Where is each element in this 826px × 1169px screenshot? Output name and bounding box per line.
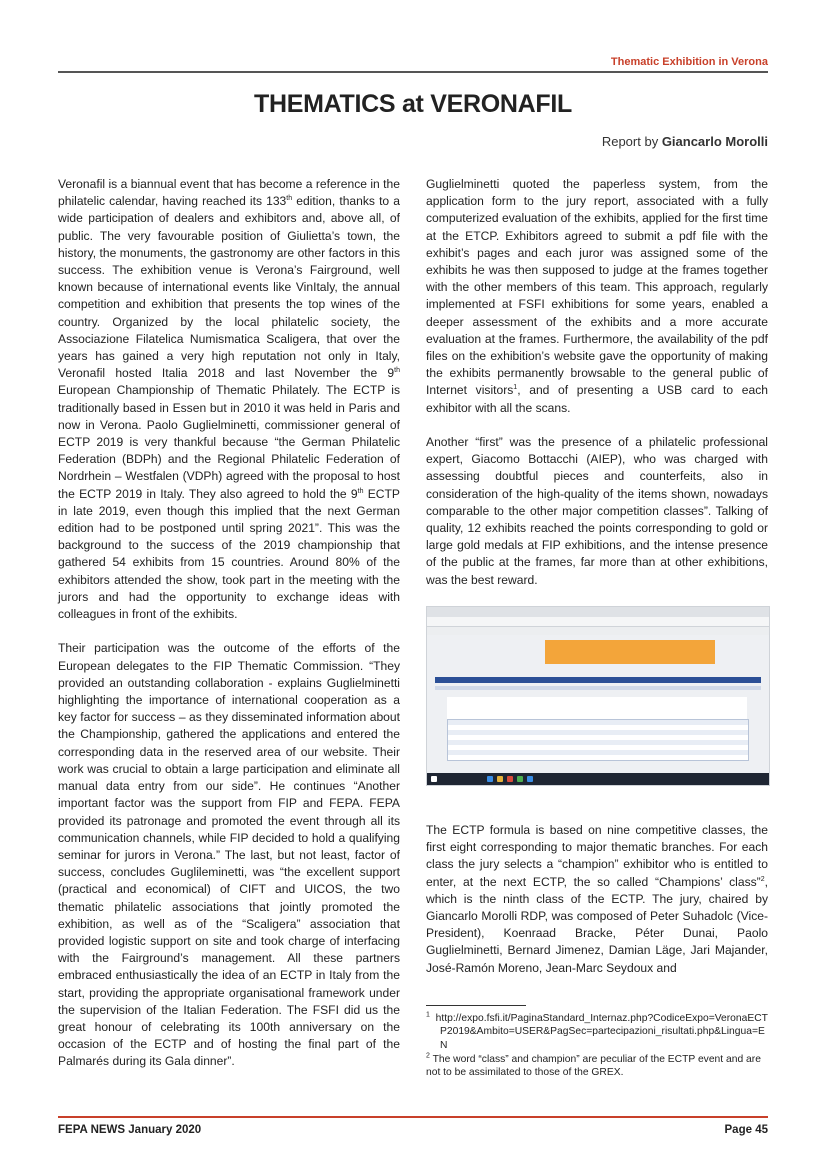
footnote-2: $^2$ The word “class” and champion” are peculiar of the ECTP event and are not to be assimilated to those of the GREX. [426,1052,761,1079]
site-results-table [447,719,749,761]
footer-divider [58,1116,768,1118]
site-navigation-bar [435,677,761,683]
footnote-divider [426,1005,526,1006]
byline-author: Giancarlo Morolli [661,134,768,149]
left-paragraph-2: Their participation was the outcome of the efforts of the European delegates to the FIP Thematic Commission. “They provided an outstanding collaboration - explains Guglielminetti highlighting the importance of international cooperation as a key factor for success – as they disseminated information about the Championship, gathered the applications and entered the corresponding data in the reserved area of our website. Their work was crucial to obtain a large participation and eliminate all manual data entry from our side”. He continues “Another important factor was the support from FIP and FEPA. FEPA provided its patronage and promoted the event through all its communication channels, while FIP decided to hold a qualifying seminar for jurors in Verona.” The last, but not least, factor of success, concludes Guglileminetti, was “the excellent support (practical and economical) of CIFT and UICOS, the two thematic philatelic associations that jointly promoted the exhibition, as well as of the “Scaligera” association that provided logistic support on site and took charge of interfacing with the Fairground’s management. All these partners embraced enthusiastically the idea of an ECTP in Italy from the start, providing the appropriate organisational framework under the supervision of the Italian Federation. The FSFI did us the great honour of celebrating its 100th anniversary on the occasion of the ECTP and of hosting the final part of the Palmarés during its Gala dinner”. [58,641,400,1069]
article-title: THEMATICS at VERONAFIL [254,90,572,118]
taskbar-app-icon [527,776,533,782]
taskbar-app-icon [497,776,503,782]
byline [602,134,768,149]
taskbar-app-icon [517,776,523,782]
right-paragraph-3: The ECTP formula is based on nine competitive classes, the first eight corresponding to major thematic branches. For each class the jury selects a “champion” exhibitor who is entitled to enter, at the next ECTP, the so called “Champions’ class”$^2$, which is the ninth class of the ECTP. The jury, chaired by Giancarlo Morolli RDP, was composed of Peter Suhadolc (Vice-President), Koenraad Bracke, Péter Dunai, Paolo Guglielminetti, Bernard Jimenez, Damian Läge, Jari Majander, José-Ramón Moreno, Jean-Marc Seydoux and [426,823,768,975]
taskbar-app-icon [487,776,493,782]
browser-address-bar [427,617,769,627]
right-paragraph-2: Another “first” was the presence of a philatelic professional expert, Giacomo Bottacchi (AIEP), who was charged with assessing doubtful pieces and counterfeits, also in consideration of the high-quality of the items shown, nowadays comparable to the other major competition classes”. Talking of quality, 12 exhibits reached the points corresponding to gold or large gold medals at FIP exhibitions, and the intense presence of the public at the frames, far more than at other exhibitions, was the best reward. [426,435,768,587]
site-subnavigation-bar [435,686,761,690]
website-screenshot-image [426,606,770,786]
windows-taskbar [427,773,769,785]
running-header: Thematic Exhibition in Verona [610,56,768,68]
footer-publication: FEPA NEWS January 2020 [58,1124,202,1136]
browser-tabs [427,607,769,617]
footnote-1: $^1$ http://expo.fsfi.it/PaginaStandard_Internaz.php?CodiceExpo=VeronaECTP2019&Ambito=USER&PagSec=partecipazioni_risultati.php&Lingua=EN [426,1011,768,1052]
start-icon [431,776,437,782]
left-column [58,176,400,1088]
footnotes [426,1012,768,1080]
taskbar-app-icon [507,776,513,782]
left-paragraph-1: Veronafil is a biannual event that has become a reference in the philatelic calendar, having reached its 133th edition, thanks to a wide participation of dealers and exhibitors and, above all, of public. The very favourable position of Giulietta’s town, the history, the monuments, the gastronomy are other factors in this success. The exhibition venue is Verona’s Fairground, well known because of international events like VinItaly, the annual competition and exhibition that presents the top wines of the country. Organized by the local philatelic society, the Associazione Filatelica Numismatica Scaligera, that over the years has gained a very high reputation not only in Italy, Veronafil hosted Italia 2018 and last November the 9th European Championship of Thematic Philately. The ECTP is traditionally based in Essen but in 2010 it was held in Paris and now in Verona. Paolo Guglielminetti, commissioner general of ECTP 2019 is very thankful because “the German Philatelic Federation (BDPh) and the Regional Philatelic Federation of Nordrhein – Westfalen (VDPh) agreed with the proposal to host the ECTP 2019 in Italy. They also agreed to hold the 9th ECTP in late 2019, even though this implied that the next German edition had to be postponed until spring 2021”. This was the background to the success of the 2019 championship that gathered 54 exhibits from 15 countries. Around 80% of the exhibitors attended the show, took part in the meeting with the jurors and had the opportunity to exchange ideas with colleagues in front of the exhibits. [58,177,400,622]
byline-prefix: Report by [601,134,662,149]
right-paragraph-1: Guglielminetti quoted the paperless system, from the application form to the jury report, associated with a fully computerized evaluation of the exhibits, applied for the first time at the ETCP. Exhibitors agreed to submit a pdf file with the exhibit’s pages and each juror was assigned some of the exhibits he was then supposed to judge at the frames together with the other members of this team. This approach, regularly implemented at FSFI exhibitions for some years, enabled a deeper assessment of the exhibits and a more accurate evaluation at the frames. Furthermore, the availability of the pdf files on the exhibition’s website gave the opportunity of making the exhibits permanently browsable to the general public of Internet visitors$^1$, and of presenting a USB card to each exhibitor with all the scans. [426,177,768,415]
footer-page-number: Page 45 [724,1124,768,1136]
site-banner [545,640,715,664]
header-divider [58,71,768,73]
right-column [426,176,768,1080]
browser-bookmarks-bar [427,627,769,635]
